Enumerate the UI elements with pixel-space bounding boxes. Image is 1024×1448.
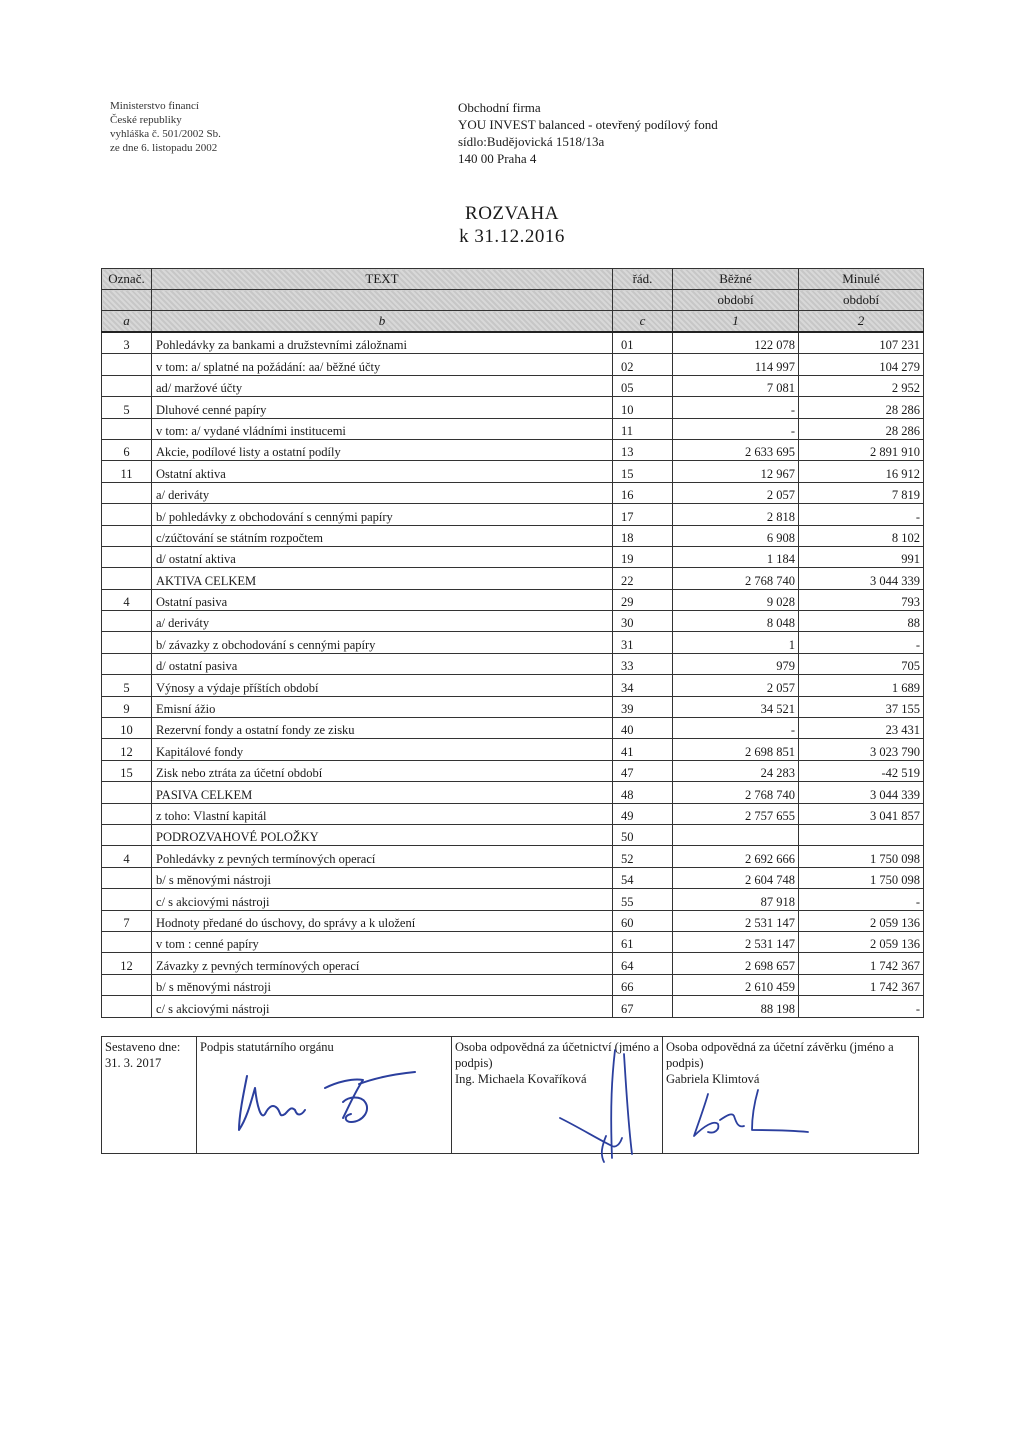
compiled-label: Sestaveno dne:	[105, 1040, 181, 1054]
ministry-line-2: České republiky	[110, 114, 182, 126]
row-current-period: 2 604 748	[673, 867, 799, 888]
table-row	[102, 675, 924, 696]
row-number: 17	[613, 504, 673, 525]
row-text: v tom : cenné papíry	[152, 931, 613, 952]
row-current-period: 1 184	[673, 546, 799, 567]
row-previous-period: 1 750 098	[799, 867, 924, 888]
row-current-period: 87 918	[673, 889, 799, 910]
row-number: 31	[613, 632, 673, 653]
row-previous-period: 8 102	[799, 525, 924, 546]
table-row	[102, 867, 924, 888]
row-number: 67	[613, 996, 673, 1017]
row-previous-period: 793	[799, 589, 924, 610]
table-row	[102, 504, 924, 525]
row-code	[102, 546, 152, 567]
row-number: 13	[613, 439, 673, 460]
closing-name: Gabriela Klimtová	[666, 1072, 760, 1086]
ministry-line-4: ze dne 6. listopadu 2002	[110, 142, 218, 154]
row-text: Rezervní fondy a ostatní fondy ze zisku	[152, 718, 613, 739]
table-row	[102, 996, 924, 1017]
table-row	[102, 632, 924, 653]
header-col-c: řád.	[613, 269, 673, 290]
row-current-period: 2 698 851	[673, 739, 799, 760]
table-row	[102, 718, 924, 739]
accounting-label: Osoba odpovědná za účetnictví (jméno a podpis)	[455, 1040, 659, 1070]
header-col-previous-2: období	[799, 290, 924, 311]
row-previous-period: 16 912	[799, 461, 924, 482]
row-text: a/ deriváty	[152, 611, 613, 632]
header-col-a: Označ.	[102, 269, 152, 290]
ministry-line-1: Ministerstvo financí	[110, 100, 199, 112]
row-text: c/ s akciovými nástroji	[152, 889, 613, 910]
table-row	[102, 354, 924, 375]
row-previous-period: 23 431	[799, 718, 924, 739]
row-number: 40	[613, 718, 673, 739]
row-code	[102, 782, 152, 803]
row-number: 19	[613, 546, 673, 567]
row-previous-period: 2 059 136	[799, 931, 924, 952]
row-number: 55	[613, 889, 673, 910]
row-text: v tom: a/ vydané vládními institucemi	[152, 418, 613, 439]
table-row	[102, 568, 924, 589]
row-text: Závazky z pevných termínových operací	[152, 953, 613, 974]
row-current-period: 2 057	[673, 482, 799, 503]
row-text: Hodnoty předané do úschovy, do správy a k uložení	[152, 910, 613, 931]
compiled-date: 31. 3. 2017	[105, 1056, 162, 1070]
row-code: 7	[102, 910, 152, 931]
accounting-signature	[540, 1046, 670, 1166]
row-code	[102, 996, 152, 1017]
row-code	[102, 482, 152, 503]
row-previous-period: 705	[799, 653, 924, 674]
header-col-b: TEXT	[152, 269, 613, 290]
row-number: 52	[613, 846, 673, 867]
row-previous-period: -	[799, 996, 924, 1017]
row-previous-period: 3 023 790	[799, 739, 924, 760]
row-previous-period: 1 742 367	[799, 953, 924, 974]
table-row	[102, 332, 924, 354]
row-text: c/ s akciovými nástroji	[152, 996, 613, 1017]
header-sub-2: 2	[799, 311, 924, 333]
row-previous-period: 991	[799, 546, 924, 567]
row-previous-period: -42 519	[799, 760, 924, 781]
row-number: 39	[613, 696, 673, 717]
header-empty-c	[613, 290, 673, 311]
row-previous-period: -	[799, 632, 924, 653]
row-previous-period: 3 044 339	[799, 568, 924, 589]
row-text: Akcie, podílové listy a ostatní podíly	[152, 439, 613, 460]
row-code	[102, 974, 152, 995]
header-sub-1: 1	[673, 311, 799, 333]
row-current-period: 6 908	[673, 525, 799, 546]
row-previous-period: 3 041 857	[799, 803, 924, 824]
table-row	[102, 696, 924, 717]
row-code	[102, 867, 152, 888]
row-number: 60	[613, 910, 673, 931]
row-previous-period: 28 286	[799, 418, 924, 439]
row-text: AKTIVA CELKEM	[152, 568, 613, 589]
row-current-period: 122 078	[673, 332, 799, 354]
row-number: 18	[613, 525, 673, 546]
row-text: Pohledávky z pevných termínových operací	[152, 846, 613, 867]
table-row	[102, 525, 924, 546]
balance-sheet-body	[102, 332, 924, 1017]
row-text: Emisní ážio	[152, 696, 613, 717]
row-number: 64	[613, 953, 673, 974]
ministry-line-3: vyhláška č. 501/2002 Sb.	[110, 128, 221, 140]
row-number: 15	[613, 461, 673, 482]
row-code	[102, 611, 152, 632]
row-code	[102, 568, 152, 589]
row-current-period: 2 531 147	[673, 931, 799, 952]
row-code	[102, 889, 152, 910]
ministry-header	[110, 99, 221, 155]
row-text: v tom: a/ splatné na požádání: aa/ běžné účty	[152, 354, 613, 375]
row-previous-period: 28 286	[799, 397, 924, 418]
table-row	[102, 739, 924, 760]
firm-address: sídlo:Budějovická 1518/13a	[458, 134, 605, 149]
row-text: d/ ostatní pasiva	[152, 653, 613, 674]
table-row	[102, 482, 924, 503]
row-code: 3	[102, 332, 152, 354]
row-current-period: 2 610 459	[673, 974, 799, 995]
row-previous-period: 1 689	[799, 675, 924, 696]
row-number: 11	[613, 418, 673, 439]
row-code: 4	[102, 846, 152, 867]
row-code: 10	[102, 718, 152, 739]
row-current-period: -	[673, 397, 799, 418]
row-code: 4	[102, 589, 152, 610]
row-code	[102, 354, 152, 375]
row-code	[102, 418, 152, 439]
row-text: d/ ostatní aktiva	[152, 546, 613, 567]
row-number: 54	[613, 867, 673, 888]
row-number: 48	[613, 782, 673, 803]
row-previous-period: 2 891 910	[799, 439, 924, 460]
row-previous-period: 7 819	[799, 482, 924, 503]
document-title-block	[0, 202, 1024, 248]
row-text: c/zúčtování se státním rozpočtem	[152, 525, 613, 546]
row-number: 49	[613, 803, 673, 824]
row-code	[102, 931, 152, 952]
row-number: 34	[613, 675, 673, 696]
row-current-period: 9 028	[673, 589, 799, 610]
row-current-period: 2 757 655	[673, 803, 799, 824]
row-text: a/ deriváty	[152, 482, 613, 503]
header-empty-a	[102, 290, 152, 311]
row-text: Ostatní pasiva	[152, 589, 613, 610]
row-number: 30	[613, 611, 673, 632]
row-code: 5	[102, 675, 152, 696]
table-row	[102, 546, 924, 567]
header-sub-c: c	[613, 311, 673, 333]
row-code	[102, 653, 152, 674]
row-current-period: 34 521	[673, 696, 799, 717]
header-col-previous-1: Minulé	[799, 269, 924, 290]
firm-header	[458, 99, 718, 167]
row-code: 11	[102, 461, 152, 482]
firm-city: 140 00 Praha 4	[458, 151, 537, 166]
row-previous-period: -	[799, 504, 924, 525]
row-number: 05	[613, 375, 673, 396]
row-code	[102, 632, 152, 653]
row-text: Výnosy a výdaje příštích období	[152, 675, 613, 696]
row-number: 01	[613, 332, 673, 354]
row-current-period: 2 768 740	[673, 782, 799, 803]
row-code: 9	[102, 696, 152, 717]
row-code: 12	[102, 953, 152, 974]
header-col-current-1: Běžné	[673, 269, 799, 290]
row-previous-period	[799, 824, 924, 845]
row-number: 50	[613, 824, 673, 845]
table-row	[102, 824, 924, 845]
row-number: 29	[613, 589, 673, 610]
row-code: 5	[102, 397, 152, 418]
row-current-period: 2 692 666	[673, 846, 799, 867]
table-row	[102, 846, 924, 867]
header-sub-a: a	[102, 311, 152, 333]
row-number: 02	[613, 354, 673, 375]
row-number: 66	[613, 974, 673, 995]
row-text: Ostatní aktiva	[152, 461, 613, 482]
header-sub-b: b	[152, 311, 613, 333]
row-number: 10	[613, 397, 673, 418]
row-text: b/ pohledávky z obchodování s cennými papíry	[152, 504, 613, 525]
row-text: Zisk nebo ztráta za účetní období	[152, 760, 613, 781]
row-text: Kapitálové fondy	[152, 739, 613, 760]
closing-label: Osoba odpovědná za účetní závěrku (jméno a podpis)	[666, 1040, 894, 1070]
row-current-period: 2 768 740	[673, 568, 799, 589]
row-text: ad/ maržové účty	[152, 375, 613, 396]
row-code: 12	[102, 739, 152, 760]
table-row	[102, 953, 924, 974]
row-text: z toho: Vlastní kapitál	[152, 803, 613, 824]
row-number: 16	[613, 482, 673, 503]
table-row	[102, 397, 924, 418]
row-previous-period: 1 750 098	[799, 846, 924, 867]
row-current-period: -	[673, 418, 799, 439]
row-current-period	[673, 824, 799, 845]
row-current-period: 24 283	[673, 760, 799, 781]
table-row	[102, 974, 924, 995]
firm-label: Obchodní firma	[458, 100, 541, 115]
row-previous-period: -	[799, 889, 924, 910]
table-row	[102, 910, 924, 931]
row-previous-period: 2 059 136	[799, 910, 924, 931]
header-col-current-2: období	[673, 290, 799, 311]
row-text: b/ s měnovými nástroji	[152, 867, 613, 888]
statutory-signature	[225, 1058, 425, 1138]
row-number: 61	[613, 931, 673, 952]
table-row	[102, 418, 924, 439]
table-row	[102, 653, 924, 674]
closing-signature	[678, 1086, 818, 1146]
row-current-period: 114 997	[673, 354, 799, 375]
row-current-period: 2 633 695	[673, 439, 799, 460]
row-current-period: -	[673, 718, 799, 739]
row-previous-period: 3 044 339	[799, 782, 924, 803]
row-previous-period: 107 231	[799, 332, 924, 354]
row-current-period: 88 198	[673, 996, 799, 1017]
table-row	[102, 931, 924, 952]
row-number: 47	[613, 760, 673, 781]
row-text: PASIVA CELKEM	[152, 782, 613, 803]
table-row	[102, 375, 924, 396]
row-current-period: 1	[673, 632, 799, 653]
row-number: 33	[613, 653, 673, 674]
row-code	[102, 504, 152, 525]
compiled-cell	[102, 1037, 197, 1154]
statutory-label: Podpis statutárního orgánu	[200, 1040, 334, 1054]
row-text: b/ závazky z obchodování s cennými papíry	[152, 632, 613, 653]
table-row	[102, 589, 924, 610]
row-previous-period: 88	[799, 611, 924, 632]
row-code	[102, 824, 152, 845]
row-text: Pohledávky za bankami a družstevními záložnami	[152, 332, 613, 354]
document-date: k 31.12.2016	[459, 226, 565, 247]
table-row	[102, 461, 924, 482]
row-text: Dluhové cenné papíry	[152, 397, 613, 418]
row-previous-period: 2 952	[799, 375, 924, 396]
table-row	[102, 439, 924, 460]
row-code	[102, 803, 152, 824]
row-previous-period: 37 155	[799, 696, 924, 717]
row-previous-period: 104 279	[799, 354, 924, 375]
row-code: 6	[102, 439, 152, 460]
row-current-period: 7 081	[673, 375, 799, 396]
document-title: ROZVAHA	[465, 203, 559, 224]
firm-name: YOU INVEST balanced - otevřený podílový fond	[458, 117, 718, 132]
accounting-name: Ing. Michaela Kovaříková	[455, 1072, 587, 1086]
table-row	[102, 803, 924, 824]
row-current-period: 12 967	[673, 461, 799, 482]
row-text: PODROZVAHOVÉ POLOŽKY	[152, 824, 613, 845]
row-current-period: 979	[673, 653, 799, 674]
row-code	[102, 525, 152, 546]
row-number: 22	[613, 568, 673, 589]
row-code	[102, 375, 152, 396]
table-row	[102, 782, 924, 803]
row-current-period: 2 818	[673, 504, 799, 525]
balance-sheet-table	[101, 268, 924, 1018]
row-current-period: 2 531 147	[673, 910, 799, 931]
header-empty-b	[152, 290, 613, 311]
row-number: 41	[613, 739, 673, 760]
table-row	[102, 760, 924, 781]
table-row	[102, 611, 924, 632]
row-current-period: 2 057	[673, 675, 799, 696]
row-current-period: 8 048	[673, 611, 799, 632]
row-previous-period: 1 742 367	[799, 974, 924, 995]
row-current-period: 2 698 657	[673, 953, 799, 974]
row-text: b/ s měnovými nástroji	[152, 974, 613, 995]
table-row	[102, 889, 924, 910]
row-code: 15	[102, 760, 152, 781]
